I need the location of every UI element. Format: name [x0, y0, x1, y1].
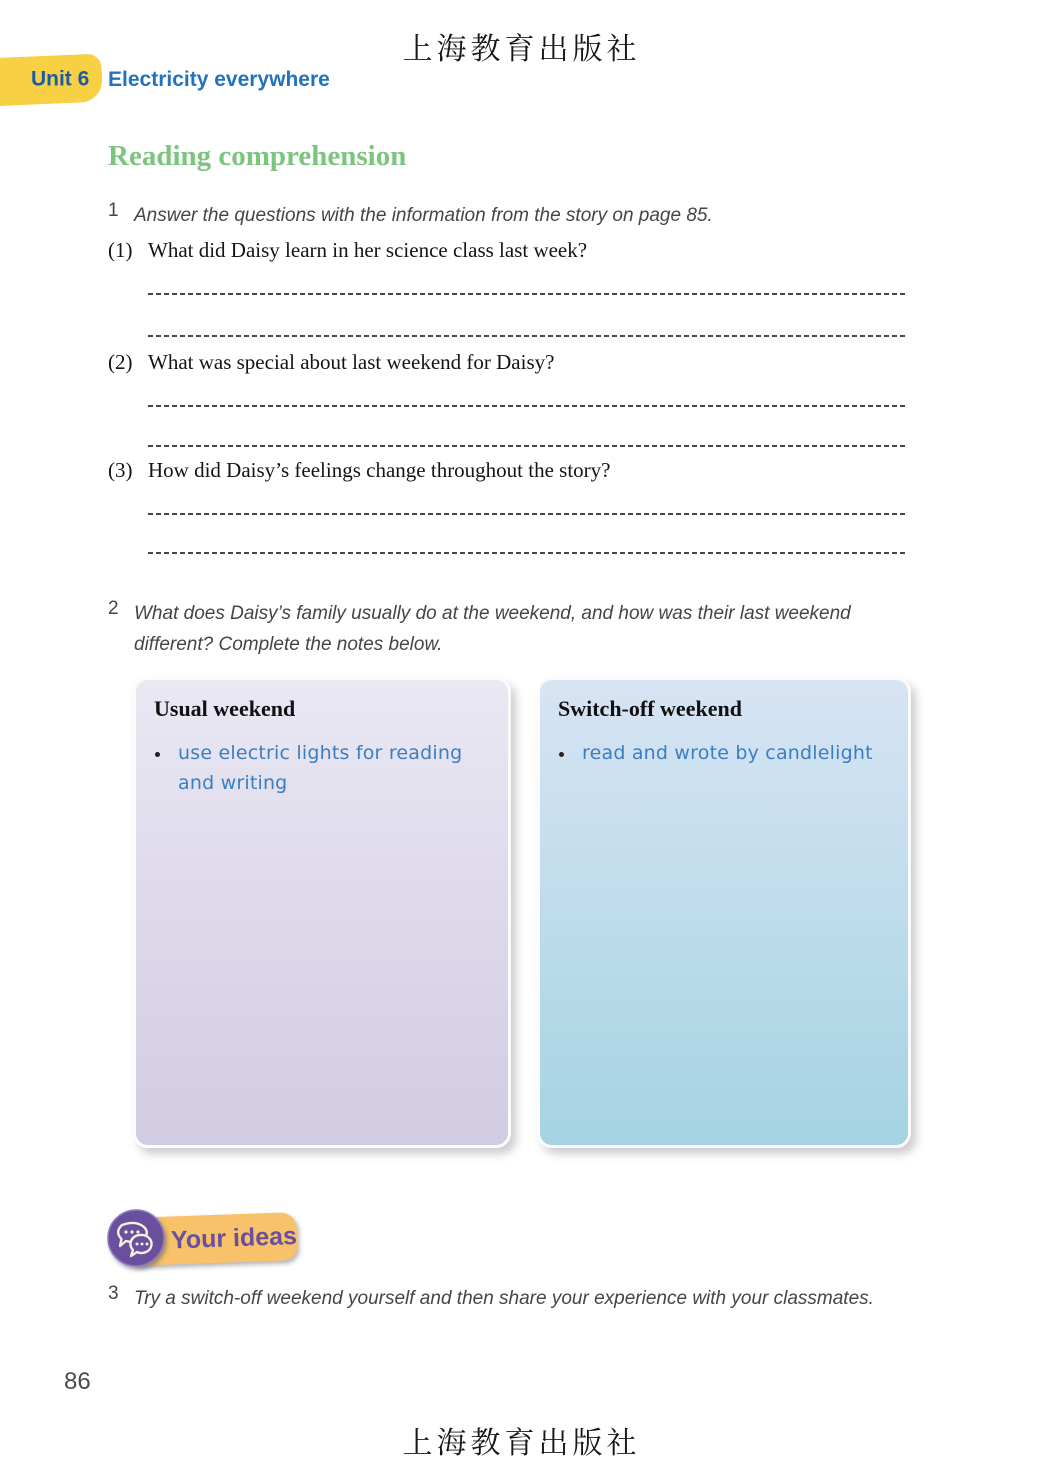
answer-line — [148, 335, 908, 337]
question-1-label: (1) — [108, 238, 133, 262]
unit-label: Unit 6 — [30, 67, 89, 91]
switch-off-weekend-list — [558, 738, 890, 768]
question-2 — [108, 350, 554, 375]
switch-off-weekend-box — [537, 677, 911, 1148]
publisher-header: 上海教育出版社 — [402, 33, 641, 66]
exercise-3-text: Try a switch-off weekend yourself and then share your experience with your classmates. — [134, 1288, 874, 1309]
exercise-3-number: 3 — [108, 1283, 119, 1304]
answer-line — [148, 293, 908, 295]
question-2-label: (2) — [108, 350, 133, 374]
page-number: 86 — [64, 1368, 91, 1395]
answer-line — [148, 513, 908, 515]
exercise-1-instruction — [108, 200, 713, 231]
section-title: Reading comprehension — [108, 140, 407, 172]
question-3-text: How did Daisy’s feelings change throughout the story? — [148, 458, 611, 482]
publisher-footer: 上海教育出版社 — [402, 1427, 641, 1460]
note-item — [576, 738, 890, 768]
switch-off-weekend-title: Switch-off weekend — [558, 696, 742, 721]
note-item — [172, 738, 490, 799]
exercise-2-number: 2 — [108, 598, 119, 619]
usual-weekend-title: Usual weekend — [154, 696, 296, 721]
exercise-1-text: Answer the questions with the information from the story on page 85. — [134, 205, 713, 226]
unit-badge — [0, 53, 103, 106]
question-3-label: (3) — [108, 458, 133, 482]
exercise-3-instruction — [108, 1283, 874, 1314]
unit-title: Electricity everywhere — [108, 68, 330, 91]
question-3 — [108, 458, 611, 483]
usual-weekend-box — [133, 677, 511, 1148]
exercise-2-text: What does Daisy’s family usually do at the weekend, and how was their last weekend different? Complete the notes below. — [134, 603, 851, 655]
answer-line — [148, 552, 908, 554]
exercise-2-instruction — [108, 598, 934, 660]
question-1-text: What did Daisy learn in her science class last week? — [148, 238, 588, 262]
question-2-text: What was special about last weekend for Daisy? — [148, 350, 555, 374]
your-ideas-label: Your ideas — [170, 1221, 298, 1254]
exercise-1-number: 1 — [108, 200, 119, 221]
note-item-text: read and wrote by candlelight — [582, 742, 873, 764]
speech-bubbles-icon — [105, 1207, 167, 1269]
answer-line — [148, 405, 908, 407]
answer-line — [148, 445, 908, 447]
note-item-text: use electric lights for reading and writing — [178, 742, 463, 795]
question-1 — [108, 238, 587, 263]
usual-weekend-list — [154, 738, 490, 799]
